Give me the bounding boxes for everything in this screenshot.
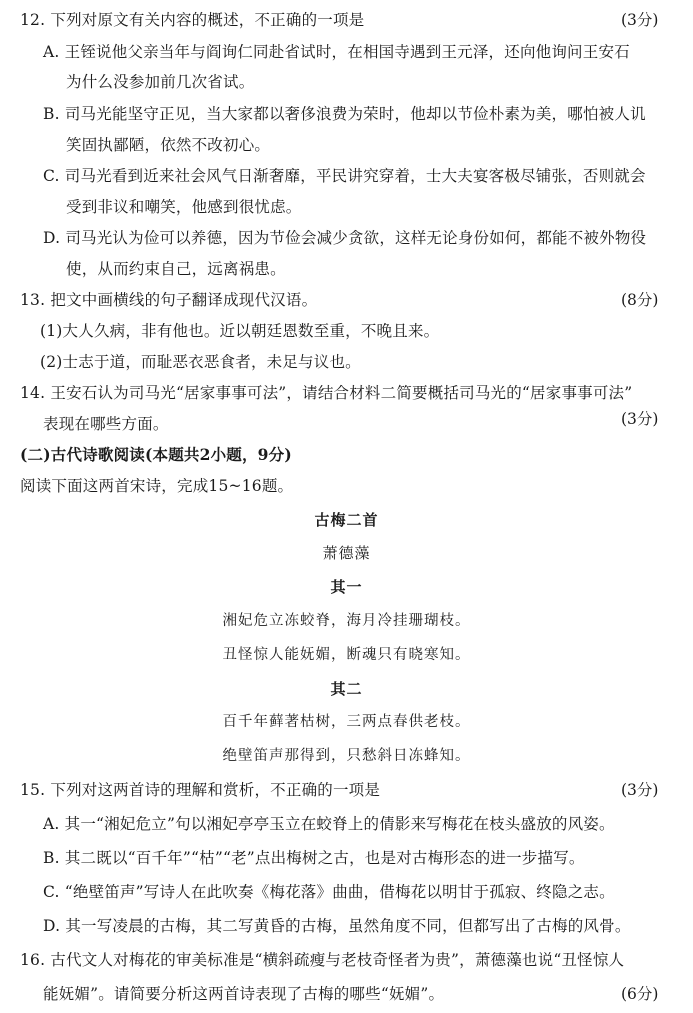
q14-stem-line1: 14. 王安石认为司马光“居家事事可法”，请结合材料二简要概括司马光的“居家事事可法” [20, 384, 633, 402]
q13-sentence-1: (1)大人久病，非有他也。近以朝廷恩数至重，不晚且来。 [40, 322, 440, 340]
q12-option-a-line2: 为什么没参加前几次省试。 [66, 73, 255, 91]
q15-option-a: A. 其一“湘妃危立”句以湘妃亭亭玉立在蛟脊上的倩影来写梅花在枝头盛放的风姿。 [43, 815, 615, 833]
q15-score: (3分) [621, 781, 659, 799]
q12-option-b-line2: 笑固执鄙陋，依然不改初心。 [66, 136, 271, 154]
q15-stem: 15. 下列对这两首诗的理解和赏析，不正确的一项是 [20, 781, 381, 799]
poem-part1-line1: 湘妃危立冻蛟脊，海月冷挂珊瑚枝。 [222, 613, 471, 629]
q13-sentence-2: (2)士志于道，而耻恶衣恶食者，未足与议也。 [40, 353, 361, 371]
q12-option-c-line2: 受到非议和嘲笑，他感到很忧虑。 [66, 198, 302, 216]
section-intro: 阅读下面这两首宋诗，完成15~16题。 [20, 477, 294, 495]
q16-stem-line1: 16. 古代文人对梅花的审美标准是“横斜疏瘦与老枝奇怪者为贵”，萧德藻也说“丑怪惊人 [20, 951, 625, 969]
poem-part2-title: 其二 [330, 680, 363, 698]
q12-score: (3分) [621, 11, 659, 29]
q13-stem: 13. 把文中画横线的句子翻译成现代汉语。 [20, 291, 318, 309]
poem-part2-line1: 百千年藓著枯树，三两点春供老枝。 [222, 714, 471, 730]
section-heading: (二)古代诗歌阅读(本题共2小题，9分) [20, 445, 292, 464]
poem-part1-title: 其一 [330, 578, 363, 596]
q15-option-d: D. 其一写凌晨的古梅，其二写黄昏的古梅，虽然角度不同，但都写出了古梅的风骨。 [43, 917, 631, 935]
q14-score: (3分) [621, 410, 659, 428]
q12-option-b-line1: B. 司马光能坚守正见，当大家都以奢侈浪费为荣时，他却以节俭朴素为美，哪怕被人讥 [43, 105, 646, 123]
q14-stem-line2: 表现在哪些方面。 [43, 415, 169, 433]
q13-score: (8分) [621, 291, 659, 309]
q15-option-c: C. “绝壁笛声”写诗人在此吹奏《梅花落》曲曲，借梅花以明甘于孤寂、终隐之志。 [43, 883, 615, 901]
q15-option-b: B. 其二既以“百千年”“枯”“老”点出梅树之古，也是对古梅形态的进一步描写。 [43, 849, 585, 867]
poem-title: 古梅二首 [314, 511, 379, 529]
q12-option-c-line1: C. 司马光看到近来社会风气日渐奢靡，平民讲究穿着，士大夫宴客极尽铺张，否则就会 [43, 167, 646, 185]
poem-author: 萧德藻 [322, 544, 371, 562]
q12-option-a-line1: A. 王铚说他父亲当年与阎询仁同赴省试时，在相国寺遇到王元泽，还向他询问王安石 [43, 43, 630, 61]
q12-option-d-line2: 使，从而约束自己，远离祸患。 [66, 260, 286, 278]
q16-score: (6分) [621, 985, 659, 1003]
poem-part1-line2: 丑怪惊人能妩媚，断魂只有晓寒知。 [222, 647, 471, 663]
q12-stem: 12. 下列对原文有关内容的概述，不正确的一项是 [20, 11, 365, 29]
poem-part2-line2: 绝壁笛声那得到，只愁斜日冻蜂知。 [222, 748, 471, 764]
q12-option-d-line1: D. 司马光认为俭可以养德，因为节俭会减少贪欲，这样无论身份如何，都能不被外物役 [43, 229, 647, 247]
q16-stem-line2: 能妩媚”。请简要分析这两首诗表现了古梅的哪些“妩媚”。 [43, 985, 445, 1003]
